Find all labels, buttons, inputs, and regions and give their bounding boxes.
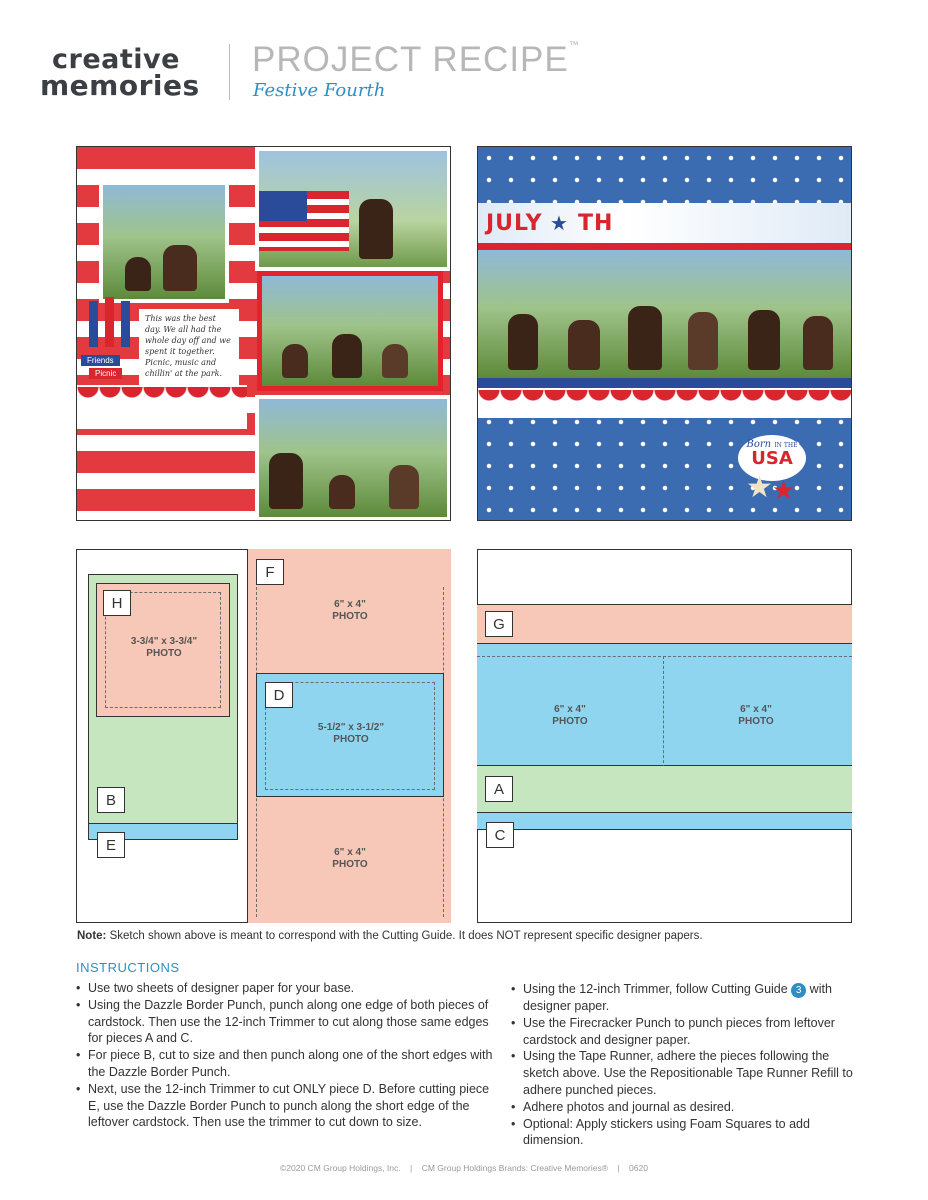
journal-card: This was the best day. We all had the whole day off and we spent it together. Picnic, music and chillin' at the park. <box>139 309 239 389</box>
instruction-item: • Using the Tape Runner, adhere the pieces following the sketch above. Use the Repositionable Tape Runner Refill to adhere punched pieces. <box>511 1048 853 1098</box>
star-sticker-red-icon: ★ <box>772 475 796 505</box>
sketch-photo-row <box>477 644 852 766</box>
sketch-photo-top-line <box>477 656 852 657</box>
sketch-piece-a <box>477 766 852 813</box>
instruction-item: • Adhere photos and journal as desired. <box>511 1099 853 1116</box>
photo-group-middle <box>257 271 443 391</box>
sketch-label-h: H <box>103 590 131 616</box>
page-subtitle: Festive Fourth <box>253 80 386 101</box>
scallop-border <box>77 385 247 429</box>
sketch-piece-g <box>477 604 852 644</box>
trademark-mark: ™ <box>568 40 580 51</box>
sketch-photo2-dims: 6" x 4" PHOTO <box>738 704 774 727</box>
sketch-label-e: E <box>97 832 125 858</box>
instruction-item: • Next, use the 12-inch Trimmer to cut ONLY piece D. Before cutting piece E, use the Dazzle Border Punch to punch along the short edge of the leftover cardstock. Then use the trimmer to cut down to size. <box>76 1081 494 1131</box>
sketch-piece-f <box>247 549 451 923</box>
star-icon: ★ <box>550 213 568 235</box>
sketch-f-top-dims: 6" x 4" PHOTO <box>332 599 368 622</box>
cutting-guide-number-icon: 3 <box>791 983 806 998</box>
sketch-piece-b <box>88 574 238 824</box>
sketch-right-page <box>477 549 852 923</box>
instruction-item: • Optional: Apply stickers using Foam Squares to add dimension. <box>511 1116 853 1150</box>
header-divider <box>229 44 230 100</box>
logo-memories: memories <box>40 69 200 102</box>
sketch-photo1-dims: 6" x 4" PHOTO <box>552 704 588 727</box>
sticker-usa: USA <box>751 448 793 469</box>
instruction-item: • For piece B, cut to size and then punch along one of the short edges with the Dazzle Border Punch. <box>76 1047 494 1081</box>
photo-group-wide <box>478 250 852 378</box>
star-sticker-icon: ★ <box>746 471 773 504</box>
sketch-note <box>77 930 703 942</box>
scallop-border-right <box>478 378 852 418</box>
instructions-left-list <box>76 980 494 1131</box>
sketch-label-b: B <box>97 787 125 813</box>
sketch-left-page <box>76 549 451 923</box>
sketch-f-bottom-dims: 6" x 4" PHOTO <box>332 847 368 870</box>
instruction-item: • Using the 12-inch Trimmer, follow Cutting Guide 3 with designer paper. <box>511 981 853 1015</box>
photo-couple <box>99 181 229 303</box>
sticker-in-the: IN THE <box>774 442 798 449</box>
instruction-item: • Use two sheets of designer paper for your base. <box>76 980 494 997</box>
tag-picnic: Picnic <box>89 368 122 379</box>
note-label: Note: <box>77 930 107 942</box>
sticker-born: Born <box>746 439 772 450</box>
photo-flag-woman <box>255 147 451 271</box>
instructions-title: INSTRUCTIONS <box>76 960 180 975</box>
note-text: Sketch shown above is meant to correspond with the Cutting Guide. It does NOT represent specific designer papers. <box>109 930 703 942</box>
logo-creative: creative <box>52 44 180 75</box>
instruction-item: • Use the Firecracker Punch to punch pieces from leftover cardstock and designer paper. <box>511 1015 853 1049</box>
sketch-d-dims: 5-1/2" x 3-1/2" PHOTO <box>317 722 385 745</box>
sketch-label-d: D <box>265 682 293 708</box>
sketch-piece-c <box>477 813 852 830</box>
instruction-item: • Using the Dazzle Border Punch, punch along one edge of both pieces of cardstock. Then use the 12-inch Trimmer to cut along those same edges for pieces A and C. <box>76 997 494 1047</box>
red-stripe <box>478 243 852 250</box>
title-band <box>478 203 852 243</box>
footer-copyright: ©2020 CM Group Holdings, Inc. | CM Group Holdings Brands: Creative Memories® | 0620 <box>280 1163 648 1173</box>
firecracker-decoration <box>83 293 135 355</box>
tag-friends: Friends <box>81 355 120 366</box>
sketch-label-a: A <box>485 776 513 802</box>
instructions-right-list <box>511 981 853 1149</box>
sketch-label-c: C <box>486 822 514 848</box>
sketch-h-dims: 3-3/4" x 3-3/4" PHOTO <box>130 636 198 659</box>
sketch-piece-d <box>256 673 444 797</box>
sketch-piece-h <box>96 583 230 717</box>
sketch-label-f: F <box>256 559 284 585</box>
sketch-label-g: G <box>485 611 513 637</box>
left-page-photo <box>76 146 451 521</box>
title-th: TH <box>578 211 614 236</box>
photo-group-bottom <box>255 395 451 521</box>
page-title: PROJECT RECIPE™ <box>252 40 580 79</box>
title-july: JULY <box>486 211 543 236</box>
right-page-photo <box>477 146 852 521</box>
